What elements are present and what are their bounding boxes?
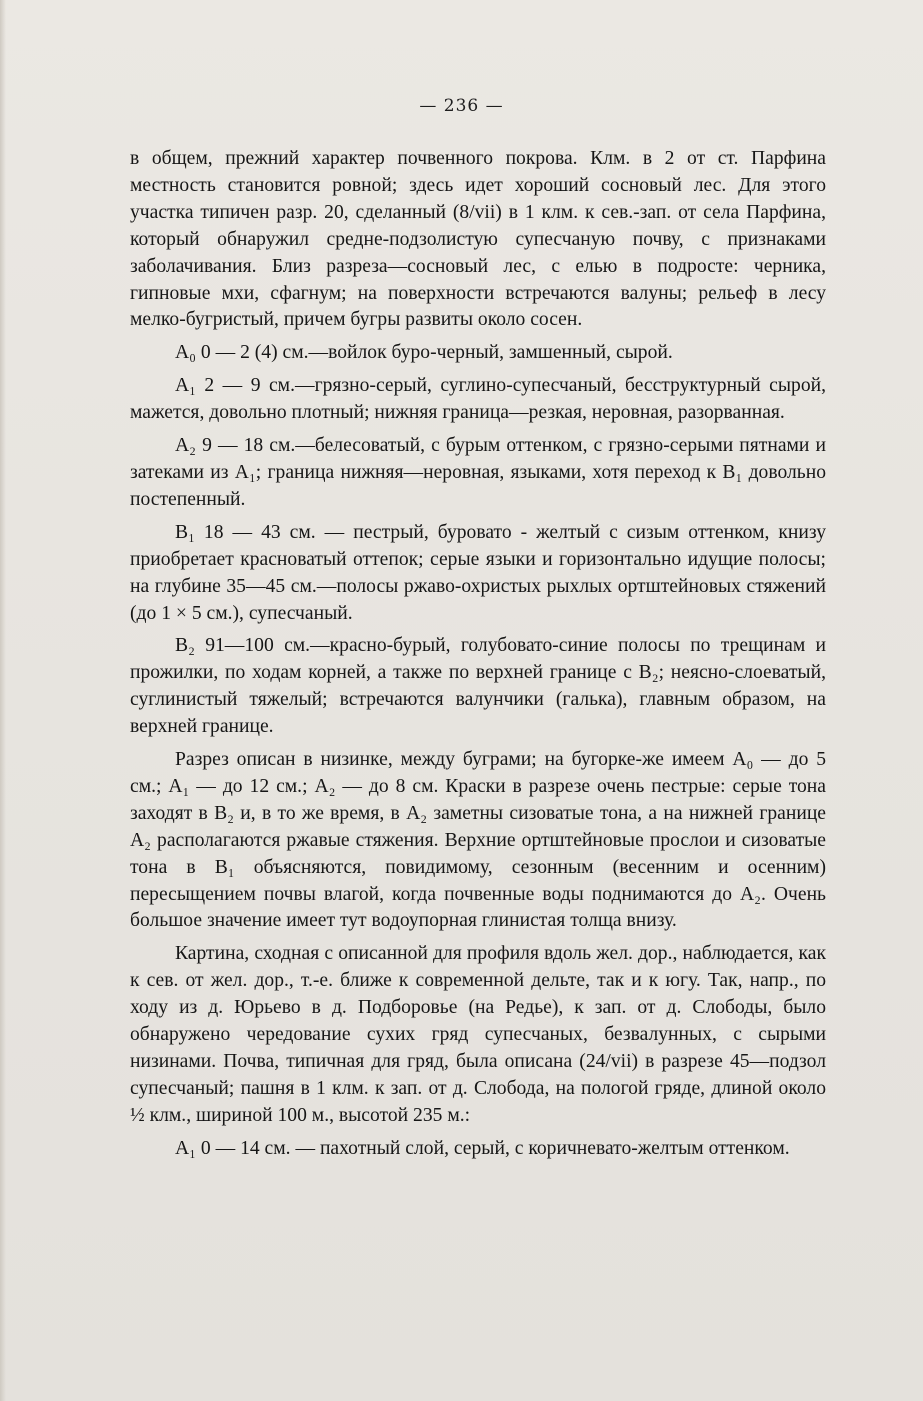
body-text	[130, 146, 826, 1163]
paragraph-comparison: Картина, сходная с описанной для профиля вдоль жел. дор., наблюдается, как к сев. от жел. дор., т.-е. ближе к современной дельте, так и к югу. Так, напр., по ходу из д. Юрьево в д. Подборовье (на Редье), к зап. от д. Слободы, было обнаружено чередование сухих гряд супесчаных, безвалунных, с сырыми низинами. Почва, типичная для гряд, была описана (24/vii) в разрезе 45—подзол супесчаный; пашня в 1 клм. к зап. от д. Слобода, на пологой гряде, длиной около ½ клм., шириной 100 м., высотой 235 м.:	[130, 943, 826, 1126]
horizon-b1: B₁ 18 — 43 см. — пестрый, буровато - желтый с сизым оттенком, книзу приобретает красноватый оттепок; серые языки и горизонтально идущие полосы; на глубине 35—45 см.—полосы ржаво-охристых рыхлых ортштейновых стяжений (до 1 × 5 см.), супесчаный.	[130, 521, 826, 624]
page-number: — 236 —	[419, 96, 504, 116]
horizon-a2: A₂ 9 — 18 см.—белесоватый, с бурым оттенком, с грязно-серыми пятнами и затеками из A₁; граница нижняя—неровная, языками, хотя переход к B₁ довольно постепенный.	[130, 435, 826, 510]
horizon-a1: A₁ 2 — 9 см.—грязно-серый, суглино-супесчаный, бесструктурный сырой, мажется, довольно плотный; нижняя граница—резкая, неровная, разорванная.	[130, 375, 826, 424]
horizon-b2: B₂ 91—100 см.—красно-бурый, голубовато-синие полосы по трещинам и прожилки, по ходам корней, а также по верхней границе с B₂; неясно-слоеватый, суглинистый тяжелый; встречаются валунчики (галька), главным образом, на верхней границе.	[130, 635, 826, 738]
horizon-a0: A₀ 0 — 2 (4) см.—войлок буро-черный, замшенный, сырой.	[175, 342, 673, 364]
paragraph-intro: в общем, прежний характер почвенного покрова. Клм. в 2 от ст. Парфина местность становится ровной; здесь идет хороший сосновый лес. Для этого участка типичен разр. 20, сделанный (8/vii) в 1 клм. к сев.-зап. от села Парфина, который обнаружил средне-подзолистую супесчаную почву, с признаками заболачивания. Близ разреза—сосновый лес, с елью в подросте: черника, гипновые мхи, сфагнум; на поверхности встречаются валуны; рельеф в лесу мелко-бугристый, причем бугры развиты около сосен.	[130, 148, 826, 331]
paragraph-section-description: Разрез описан в низинке, между буграми; на бугорке-же имеем A₀ — до 5 см.; A₁ — до 12 см.; A₂ — до 8 см. Краски в разрезе очень пестрые: серые тона заходят в B₂ и, в то же время, в A₂ заметны сизоватые тона, а на нижней границе A₂ располагаются ржавые стяжения. Верхние ортштейновые прослои и сизоватые тона в B₁ объясняются, повидимому, сезонным (весенним и осенним) пересыщением почвы влагой, когда почвенные воды поднимаются до A₂. Очень большое значение имеет тут водоупорная глинистая толща внизу.	[130, 749, 826, 932]
horizon-a1-section-45: A₁ 0 — 14 см. — пахотный слой, серый, с коричневато-желтым оттенком.	[175, 1137, 790, 1159]
